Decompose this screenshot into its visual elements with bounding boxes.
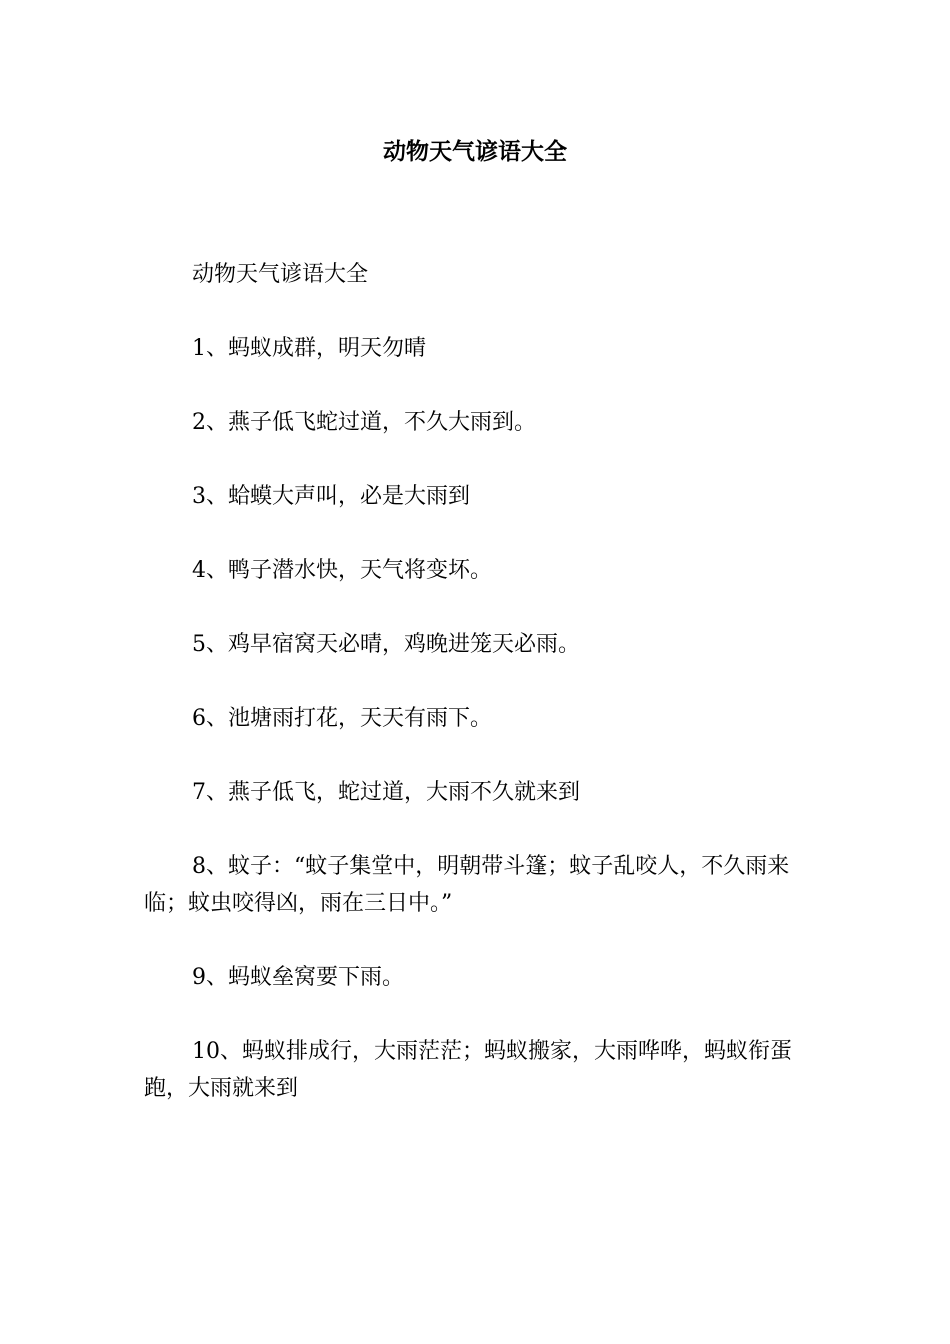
proverb-item-1: 1、蚂蚁成群，明天勿晴	[192, 336, 426, 361]
proverb-item-7: 7、燕子低飞，蛇过道，大雨不久就来到	[192, 780, 580, 805]
proverb-item-2: 2、燕子低飞蛇过道，不久大雨到。	[192, 410, 536, 435]
proverb-item-3: 3、蛤蟆大声叫，必是大雨到	[192, 484, 470, 509]
proverb-item-4: 4、鸭子潜水快，天气将变坏。	[192, 558, 492, 583]
paragraph-heading: 动物天气谚语大全	[192, 262, 369, 287]
proverb-item-10: 10、蚂蚁排成行，大雨茫茫；蚂蚁搬家，大雨哗哗，蚂蚁衔蛋跑，大雨就来到	[144, 1039, 792, 1101]
document-body	[144, 256, 808, 1144]
proverb-item-8: 8、蚊子：“蚊子集堂中，明朝带斗篷；蚊子乱咬人，不久雨来临；蚊虫咬得凶，雨在三日中。”	[144, 854, 790, 916]
proverb-item-6: 6、池塘雨打花，天天有雨下。	[192, 706, 492, 731]
proverb-item-5: 5、鸡早宿窝天必晴，鸡晚进笼天必雨。	[192, 632, 580, 657]
document-title: 动物天气谚语大全	[383, 138, 567, 165]
proverb-item-9: 9、蚂蚁垒窝要下雨。	[192, 965, 404, 990]
